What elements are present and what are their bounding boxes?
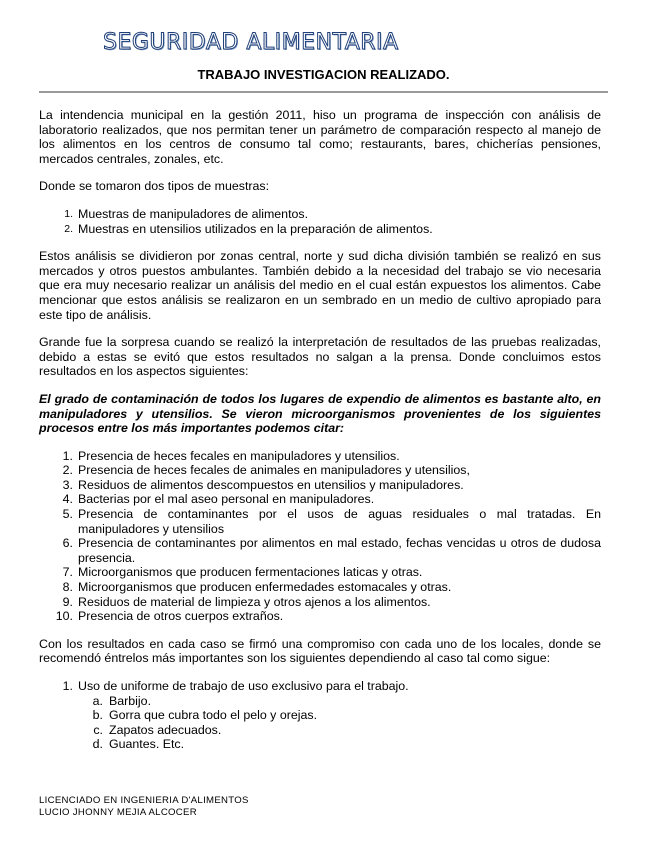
page-title: TRABAJO INVESTIGACION REALIZADO.	[197, 67, 450, 82]
list-text: Microorganismos que producen fermentaciones laticas y otras.	[78, 565, 423, 580]
samples-list	[39, 207, 601, 236]
list-text: Uso de uniforme de trabajo de uso exclusivo para el trabajo.	[78, 679, 409, 693]
list-number: 1.	[64, 207, 73, 220]
sublist-item	[39, 694, 601, 709]
list-text: Muestras en utensilios utilizados en la preparación de alimentos.	[78, 221, 433, 236]
list-number: 2.	[64, 222, 73, 235]
page-footer	[39, 795, 249, 818]
list-number: 1.	[62, 679, 73, 693]
sublist-item	[39, 708, 601, 723]
footer-author: LUCIO JHONNY MEJIA ALCOCER	[39, 806, 197, 818]
samples-intro: Donde se tomaron dos tipos de muestras:	[39, 179, 270, 194]
list-item	[39, 492, 601, 507]
list-number: 1.	[62, 448, 73, 463]
list-item	[39, 449, 601, 464]
list-item	[39, 507, 601, 536]
list-number: 10.	[55, 609, 73, 624]
list-item	[39, 609, 601, 624]
list-item	[39, 478, 601, 493]
sublist-letter: a.	[92, 693, 103, 708]
list-text: Presencia de heces fecales de animales en manipuladores y utensilios,	[78, 463, 470, 478]
list-number: 7.	[62, 565, 73, 580]
analysis-paragraph: Estos análisis se dividieron por zonas central, norte y sud dicha división también se realizó en sus mercados y otros puestos ambulantes. También debido a la necesidad del trabajo se vio necesaria que era muy necesario realizar un análisis del medio en el cual están expuestos los alimentos. Cabe mencionar que estos análisis se realizaron en un sembrado en un medio de cultivo apropiado para este tipo de análisis.	[39, 249, 601, 322]
list-text: Presencia de contaminantes por alimentos en mal estado, fechas vencidas u otros de dudosa presencia.	[78, 536, 601, 565]
list-item	[39, 679, 601, 694]
footer-degree: LICENCIADO EN INGENIERIA D'ALIMENTOS	[39, 795, 249, 806]
list-item	[39, 222, 601, 237]
list-number: 2.	[62, 463, 73, 478]
list-item	[39, 207, 601, 222]
sublist-container	[39, 694, 601, 752]
document-body	[39, 108, 601, 765]
list-text: Residuos de material de limpieza y otros ajenos a los alimentos.	[78, 594, 431, 609]
list-number: 3.	[62, 477, 73, 492]
list-text: Presencia de otros cuerpos extraños.	[78, 609, 284, 624]
list-item	[39, 565, 601, 580]
sublist-text: Zapatos adecuados.	[109, 722, 222, 737]
sublist-text: Gorra que cubra todo el pelo y orejas.	[109, 708, 318, 723]
header-brand: SEGURIDAD ALIMENTARIA	[103, 30, 399, 55]
sublist-letter: b.	[92, 708, 103, 723]
list-number: 6.	[62, 536, 73, 551]
list-text: Presencia de contaminantes por el usos de aguas residuales o mal tratadas. En manipuladores y utensilios	[78, 507, 601, 536]
list-text: Bacterias por el mal aseo personal en manipuladores.	[78, 492, 375, 507]
list-text: Muestras de manipuladores de alimentos.	[78, 206, 309, 221]
list-text: Residuos de alimentos descompuestos en utensilios y manipuladores.	[78, 477, 464, 492]
commitment-paragraph: Con los resultados en cada caso se firmó una compromiso con cada uno de los locales, donde se recomendó éntrelos más importantes son los siguientes dependiendo al caso tal como sigue:	[39, 636, 601, 666]
sublist-item	[39, 723, 601, 738]
list-number: 5.	[62, 507, 73, 522]
uniform-items-list	[39, 694, 601, 752]
list-number: 8.	[62, 580, 73, 595]
header-divider	[39, 91, 608, 93]
sublist-text: Guantes. Etc.	[109, 737, 185, 752]
list-number: 4.	[62, 492, 73, 507]
sublist-letter: d.	[92, 737, 103, 752]
list-item	[39, 536, 601, 565]
contamination-statement: El grado de contaminación de todos los lugares de expendio de alimentos es bastante alto, en manipuladores y utensilios. Se vieron microorganismos provenientes de los siguientes procesos entre los más importantes podemos citar:	[39, 391, 601, 436]
list-text: Microorganismos que producen enfermedades estomacales y otras.	[78, 580, 452, 595]
list-item	[39, 580, 601, 595]
intro-paragraph: La intendencia municipal en la gestión 2011, hiso un programa de inspección con análisis de laboratorio realizados, que nos permitan tener un parámetro de comparación respecto al manejo de los alimentos en los centros de consumo tal como; restaurants, bares, chicherías pensiones, mercados centrales, zonales, etc.	[39, 108, 601, 166]
recommendations-list	[39, 679, 601, 752]
findings-list	[39, 449, 601, 624]
list-item	[39, 463, 601, 478]
sublist-item	[39, 737, 601, 752]
list-item	[39, 595, 601, 610]
sublist-text: Barbijo.	[109, 693, 152, 708]
sublist-letter: c.	[93, 722, 103, 737]
list-number: 9.	[62, 594, 73, 609]
results-paragraph: Grande fue la sorpresa cuando se realizó la interpretación de resultados de las pruebas realizadas, debido a estas se evitó que estos resultados no salgan a la prensa. Donde concluimos estos resultados en los aspectos siguientes:	[39, 335, 601, 379]
list-text: Presencia de heces fecales en manipuladores y utensilios.	[78, 448, 400, 463]
